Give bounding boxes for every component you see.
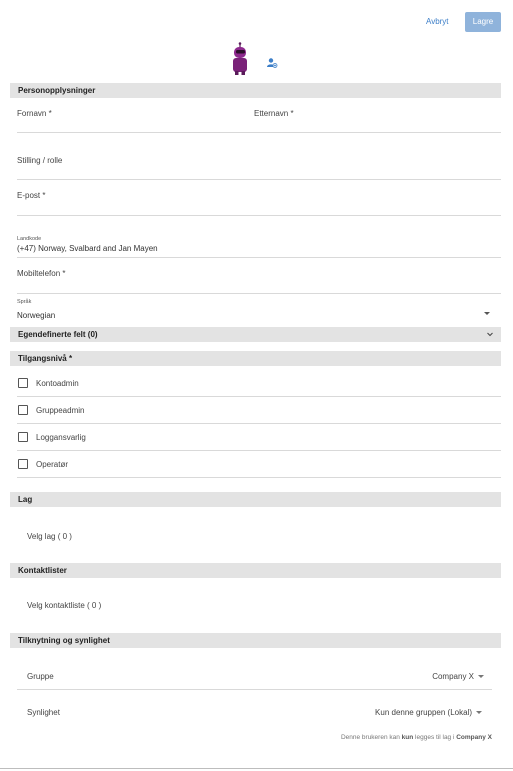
- gruppeadmin-checkbox[interactable]: [18, 405, 28, 415]
- country-code-label: Landkode: [17, 236, 42, 242]
- affiliation-note: [341, 734, 492, 741]
- access-level-row-kontoadmin[interactable]: [17, 370, 501, 397]
- note-middle: legges til lag i: [413, 734, 457, 741]
- gruppeadmin-label: Gruppeadmin: [36, 406, 85, 415]
- loggansvarlig-label: Loggansvarlig: [36, 433, 86, 442]
- operator-label: Operatør: [36, 460, 69, 469]
- top-bar: [0, 0, 513, 42]
- language-value: Norwegian: [17, 311, 56, 320]
- note-prefix: Denne brukeren kan: [340, 734, 402, 741]
- language-select[interactable]: [17, 294, 501, 324]
- loggansvarlig-checkbox[interactable]: [18, 432, 28, 442]
- group-select[interactable]: [432, 672, 484, 681]
- email-label: E-post *: [17, 191, 46, 200]
- add-user-icon[interactable]: [266, 57, 278, 69]
- cancel-button[interactable]: Avbryt: [426, 17, 449, 26]
- mobile-field[interactable]: [17, 258, 501, 294]
- section-header-access-level: Tilgangsnivå *: [10, 351, 501, 366]
- operator-checkbox[interactable]: [18, 459, 28, 469]
- kontoadmin-checkbox[interactable]: [18, 378, 28, 388]
- access-level-row-loggansvarlig[interactable]: [17, 424, 501, 451]
- last-name-field[interactable]: Etternavn *: [254, 109, 294, 118]
- group-value: Company X: [432, 672, 474, 681]
- language-label: Språk: [17, 299, 32, 305]
- position-field[interactable]: [17, 133, 501, 180]
- note-emphasis: kun: [401, 734, 414, 741]
- affiliation-divider: [17, 689, 492, 690]
- chevron-down-icon: [485, 327, 495, 342]
- country-code-select[interactable]: [17, 216, 501, 258]
- access-level-row-operator[interactable]: [17, 451, 501, 478]
- custom-fields-label: Egendefinerte felt (0): [18, 330, 98, 339]
- chevron-down-icon: [478, 675, 484, 678]
- chevron-down-icon: [476, 711, 482, 714]
- access-level-row-gruppeadmin[interactable]: [17, 397, 501, 424]
- avatar[interactable]: [228, 42, 252, 76]
- bottom-divider: [0, 768, 513, 769]
- section-header-affiliation: Tilknytning og synlighet: [10, 633, 501, 648]
- first-last-name-row: [17, 98, 501, 133]
- country-code-value: (+47) Norway, Svalbard and Jan Mayen: [17, 244, 158, 253]
- visibility-label: Synlighet: [27, 708, 60, 717]
- save-button[interactable]: Lagre: [465, 12, 501, 32]
- section-header-custom-fields[interactable]: [10, 327, 501, 342]
- section-header-personal: Personopplysninger: [10, 83, 501, 98]
- first-name-field[interactable]: Fornavn *: [17, 109, 52, 118]
- note-company: Company X: [456, 734, 492, 741]
- visibility-value: Kun denne gruppen (Lokal): [375, 708, 472, 717]
- visibility-select[interactable]: [375, 708, 482, 717]
- chevron-down-icon: [484, 309, 490, 318]
- section-header-teams: Lag: [10, 492, 501, 507]
- email-field[interactable]: [17, 180, 501, 216]
- group-label: Gruppe: [27, 672, 54, 681]
- mobile-label: Mobiltelefon *: [17, 269, 66, 278]
- select-contact-lists-link[interactable]: Velg kontaktliste ( 0 ): [27, 601, 102, 610]
- select-teams-link[interactable]: Velg lag ( 0 ): [27, 532, 72, 541]
- position-label: Stilling / rolle: [17, 156, 63, 165]
- section-header-contact-lists: Kontaktlister: [10, 563, 501, 578]
- kontoadmin-label: Kontoadmin: [36, 379, 79, 388]
